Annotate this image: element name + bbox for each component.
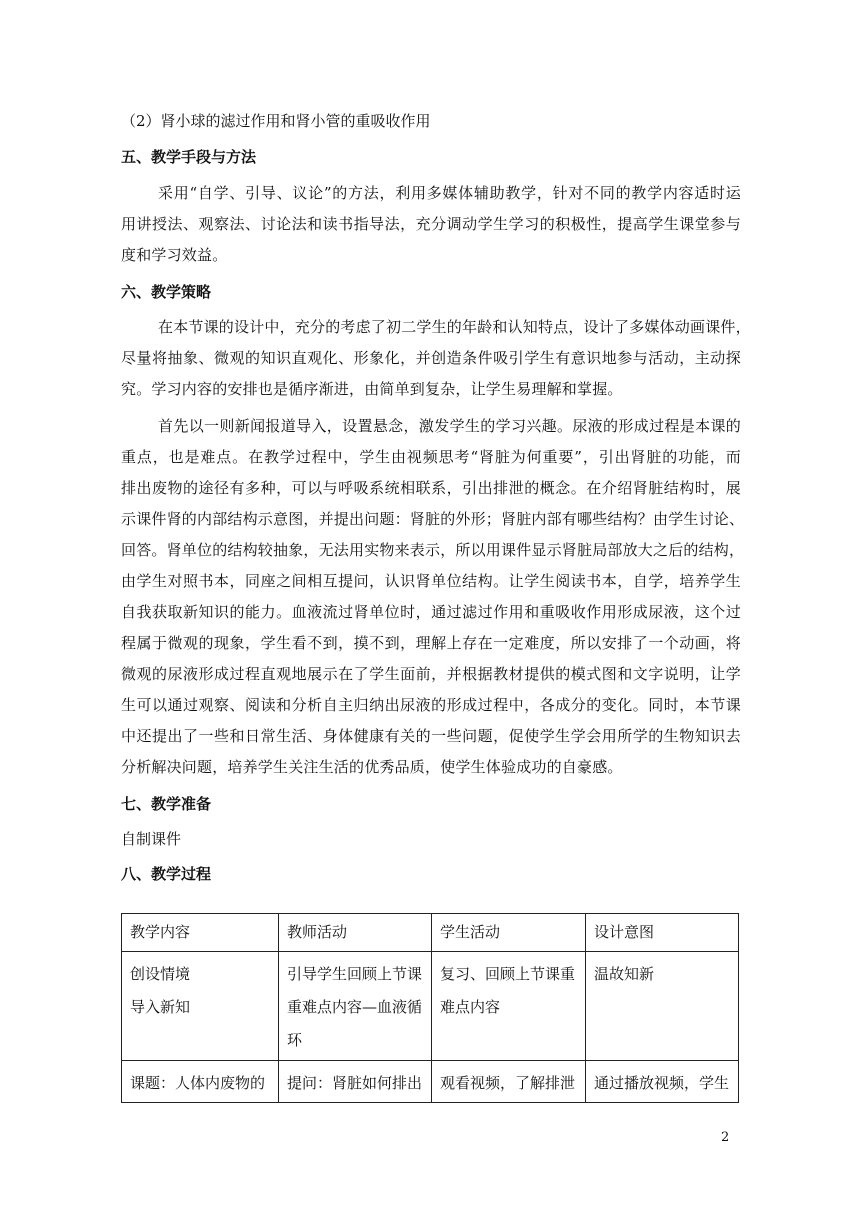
paragraph-line: 微观的尿液形成过程直观地展示在了学生面前，并根据教材提供的模式图和文字说明，让学 <box>121 665 741 683</box>
paragraph-line: 程属于微观的现象，学生看不到，摸不到，理解上存在一定难度，所以安排了一个动画，将 <box>121 634 741 652</box>
cell-line: 导入新知 <box>130 998 191 1016</box>
paragraph-line: 用讲授法、观察法、讨论法和读书指导法，充分调动学生学习的积极性，提高学生课堂参与 <box>121 215 741 233</box>
header-student: 学生活动 <box>432 914 586 952</box>
section7-heading: 七、教学准备 <box>121 795 212 813</box>
table-cell <box>122 952 279 1061</box>
section7-text: 自制课件 <box>121 830 182 848</box>
header-content: 教学内容 <box>122 914 279 952</box>
cell-line: 引导学生回顾上节课 <box>287 965 423 983</box>
table-cell <box>586 1061 739 1103</box>
cell-line: 温故知新 <box>594 965 655 983</box>
table-cell <box>432 1061 586 1103</box>
paragraph-line: 由学生对照书本，同座之间相互提问，认识肾单位结构。让学生阅读书本，自学，培养学生 <box>121 572 741 590</box>
paragraph-line: 采用“自学、引导、议论”的方法，利用多媒体辅助教学，针对不同的教学内容适时运 <box>158 184 741 202</box>
paragraph-line: 中还提出了一些和日常生活、身体健康有关的一些问题，促使学生学会用所学的生物知识去 <box>121 727 741 745</box>
cell-line: 创设情境 <box>130 965 191 983</box>
cell-line: 通过播放视频，学生 <box>594 1074 730 1092</box>
table-header-row <box>122 914 739 952</box>
paragraph-line: 度和学习效益。 <box>121 246 228 264</box>
header-intent: 设计意图 <box>586 914 739 952</box>
section5-heading: 五、教学手段与方法 <box>121 148 257 166</box>
cell-line: 复习、回顾上节课重 <box>440 965 576 983</box>
paragraph-line: 究。学习内容的安排也是循序渐进，由简单到复杂，让学生易理解和掌握。 <box>121 380 623 398</box>
paragraph-line: 分析解决问题，培养学生关注生活的优秀品质，使学生体验成功的自豪感。 <box>121 758 623 776</box>
table-row <box>122 952 739 1061</box>
table-cell <box>432 952 586 1061</box>
cell-line: 观看视频，了解排泄 <box>440 1074 576 1092</box>
table-cell <box>279 952 432 1061</box>
cell-line: 提问：肾脏如何排出 <box>287 1074 423 1092</box>
paragraph-line: 重点，也是难点。在教学过程中，学生由视频思考“肾脏为何重要”，引出肾脏的功能，而 <box>121 448 741 466</box>
table-cell <box>122 1061 279 1103</box>
table-cell <box>279 1061 432 1103</box>
page-number: 2 <box>721 1130 730 1145</box>
cell-line: 重难点内容—血液循 <box>287 998 423 1016</box>
section6-heading: 六、教学策略 <box>121 283 212 301</box>
cell-line: 课题：人体内废物的 <box>130 1074 266 1092</box>
teaching-process-table <box>121 913 739 1103</box>
paragraph-line: 生可以通过观察、阅读和分析自主归纳出尿液的形成过程中，各成分的变化。同时，本节课 <box>121 696 741 714</box>
table-row <box>122 1061 739 1103</box>
table-cell <box>586 952 739 1061</box>
paragraph-line: 自我获取新知识的能力。血液流过肾单位时，通过滤过作用和重吸收作用形成尿液，这个过 <box>121 603 741 621</box>
paragraph-line: 示课件肾的内部结构示意图，并提出问题：肾脏的外形；肾脏内部有哪些结构？由学生讨论、 <box>121 510 745 528</box>
paragraph-line: 回答。肾单位的结构较抽象，无法用实物来表示，所以用课件显示肾脏局部放大之后的结构， <box>121 541 745 559</box>
section4-item2: （2）肾小球的滤过作用和肾小管的重吸收作用 <box>121 112 431 130</box>
cell-line: 难点内容 <box>440 998 501 1016</box>
paragraph-line: 在本节课的设计中，充分的考虑了初二学生的年龄和认知特点，设计了多媒体动画课件， <box>158 318 751 336</box>
cell-line: 环 <box>287 1031 303 1049</box>
header-teacher: 教师活动 <box>279 914 432 952</box>
paragraph-line: 尽量将抽象、微观的知识直观化、形象化，并创造条件吸引学生有意识地参与活动，主动探 <box>121 349 741 367</box>
section8-heading: 八、教学过程 <box>121 865 212 883</box>
paragraph-line: 首先以一则新闻报道导入，设置悬念，激发学生的学习兴趣。尿液的形成过程是本课的 <box>158 417 741 435</box>
paragraph-line: 排出废物的途径有多种，可以与呼吸系统相联系，引出排泄的概念。在介绍肾脏结构时，展 <box>121 479 741 497</box>
